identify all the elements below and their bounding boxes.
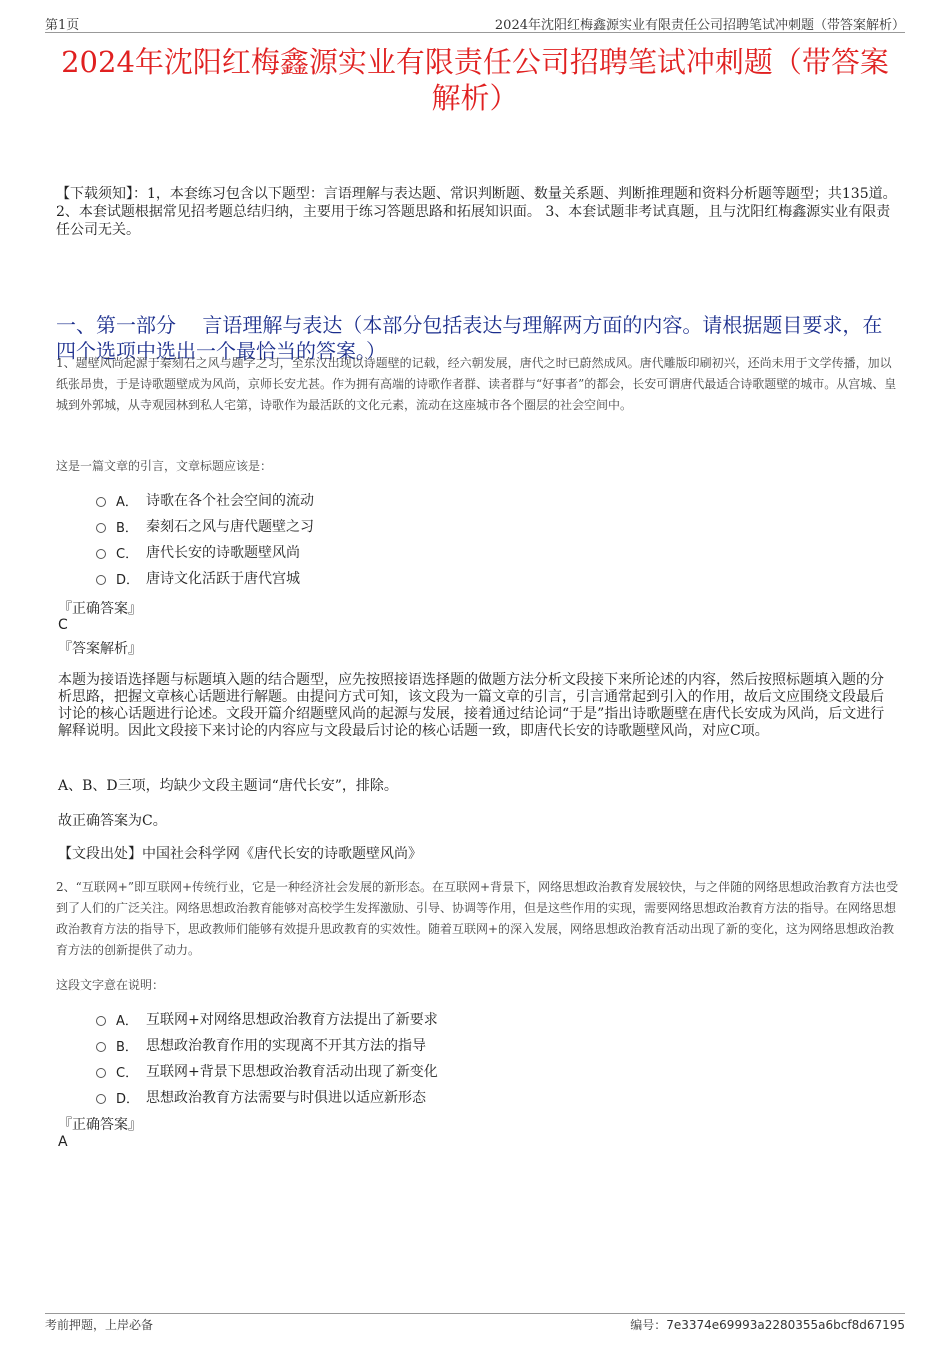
option-d[interactable]: D． 思想政治教育方法需要与时俱进以适应新形态 [96, 1084, 438, 1110]
question-1-text: 1、题壁风尚起源于秦刻石之风与题字之习，至东汉出现以诗题壁的记载，经六朝发展，唐代之时已蔚然成风。唐代雕版印刷初兴，还尚未用于文学传播，加以纸张昂贵，于是诗歌题壁成为风尚，京师长安尤甚。作为拥有高端的诗歌作者群、读者群与“好事者”的都会，长安可谓唐代最适合诗歌题壁的城市。从宫城、皇城到外郭城，从寺观园林到私人宅第，诗歌作为最活跃的文化元素，流动在这座城市各个圈层的社会空间中。 [56, 356, 897, 412]
page-footer [45, 1313, 905, 1334]
question-2-options [96, 1006, 438, 1110]
analysis-paragraph: 本题为接语选择题与标题填入题的结合题型，应先按照接语选择题的做题方法分析文段接下来所论述的内容，然后按照标题填入题的分析思路，把握文章核心话题进行解题。由提问方式可知，该文段为一篇文章的引言，引言通常起到引入的作用，故后文应围绕文段最后讨论的核心话题进行论述。文段开篇介绍题壁风尚的起源与发展，接着通过结论词“于是”指出诗歌题壁在唐代长安成为风尚，后文进行解释说明。因此文段接下来讨论的内容应与文段最后讨论的核心话题一致，即唐代长安的诗歌题壁风尚，对应C项。 [58, 672, 885, 739]
answer-value: A [58, 1134, 68, 1150]
page-number: 第1页 [45, 18, 80, 33]
question-1-options [96, 487, 314, 591]
option-b[interactable]: B． 秦刻石之风与唐代题壁之习 [96, 513, 314, 539]
option-d[interactable]: D． 唐诗文化活跃于唐代宫城 [96, 565, 314, 591]
option-b[interactable]: B． 思想政治教育作用的实现离不开其方法的指导 [96, 1032, 438, 1058]
analysis-paragraph: 故正确答案为C。 [58, 813, 167, 829]
document-title: 2024年沈阳红梅鑫源实业有限责任公司招聘笔试冲刺题（带答案解析） [61, 45, 889, 115]
footer-motto: 考前押题，上岸必备 [45, 1318, 154, 1332]
option-a[interactable]: A． 诗歌在各个社会空间的流动 [96, 487, 314, 513]
answer-label: 『正确答案』 [58, 601, 142, 617]
radio-icon[interactable] [96, 1016, 106, 1026]
question-1-prompt: 这是一篇文章的引言，文章标题应该是： [56, 459, 273, 473]
radio-icon[interactable] [96, 497, 106, 507]
analysis-paragraph: A、B、D三项，均缺少文段主题词“唐代长安”，排除。 [58, 778, 398, 794]
radio-icon[interactable] [96, 1042, 106, 1052]
radio-icon[interactable] [96, 1094, 106, 1104]
radio-icon[interactable] [96, 575, 106, 585]
section-heading: 一、第一部分 言语理解与表达（本部分包括表达与理解两方面的内容。请根据题目要求，在四个选项中选出一个最恰当的答案。） [56, 313, 883, 363]
download-notice: 【下载须知】：1，本套练习包含以下题型：言语理解与表达题、常识判断题、数量关系题、判断推理题和资料分析题等题型；共135道。 2、本套试题根据常见招考题总结归纳，主要用于练习答题思路和拓展知识面。 3、本套试题非考试真题，且与沈阳红梅鑫源实业有限责任公司无关。 [56, 186, 897, 238]
header-doc-title: 2024年沈阳红梅鑫源实业有限责任公司招聘笔试冲刺题（带答案解析） [494, 18, 905, 33]
analysis-source: 【文段出处】中国社会科学网《唐代长安的诗歌题壁风尚》 [58, 846, 422, 862]
page-header [45, 14, 905, 33]
analysis-label: 『答案解析』 [58, 641, 142, 657]
question-2-prompt: 这段文字意在说明： [56, 978, 165, 992]
answer-label: 『正确答案』 [58, 1117, 142, 1133]
option-a[interactable]: A． 互联网+对网络思想政治教育方法提出了新要求 [96, 1006, 438, 1032]
option-c[interactable]: C． 互联网+背景下思想政治教育活动出现了新变化 [96, 1058, 438, 1084]
question-2-text: 2、“互联网+”即互联网+传统行业，它是一种经济社会发展的新形态。在互联网+背景下，网络思想政治教育发展较快，与之伴随的网络思想政治教育方法也受到了人们的广泛关注。网络思想政治教育能够对高校学生发挥激励、引导、协调等作用，但是这些作用的实现，需要网络思想政治教育方法的指导。在网络思想政治教育方法的指导下，思政教师们能够有效提升思政教育的实效性。随着互联网+的深入发展，网络思想政治教育活动出现了新的变化，这为网络思想政治教育方法的创新提供了动力。 [56, 880, 899, 957]
radio-icon[interactable] [96, 1068, 106, 1078]
footer-code: 编号：7e3374e69993a2280355a6bcf8d67195 [630, 1318, 905, 1332]
radio-icon[interactable] [96, 549, 106, 559]
answer-value: C [58, 617, 68, 633]
radio-icon[interactable] [96, 523, 106, 533]
option-c[interactable]: C． 唐代长安的诗歌题壁风尚 [96, 539, 314, 565]
